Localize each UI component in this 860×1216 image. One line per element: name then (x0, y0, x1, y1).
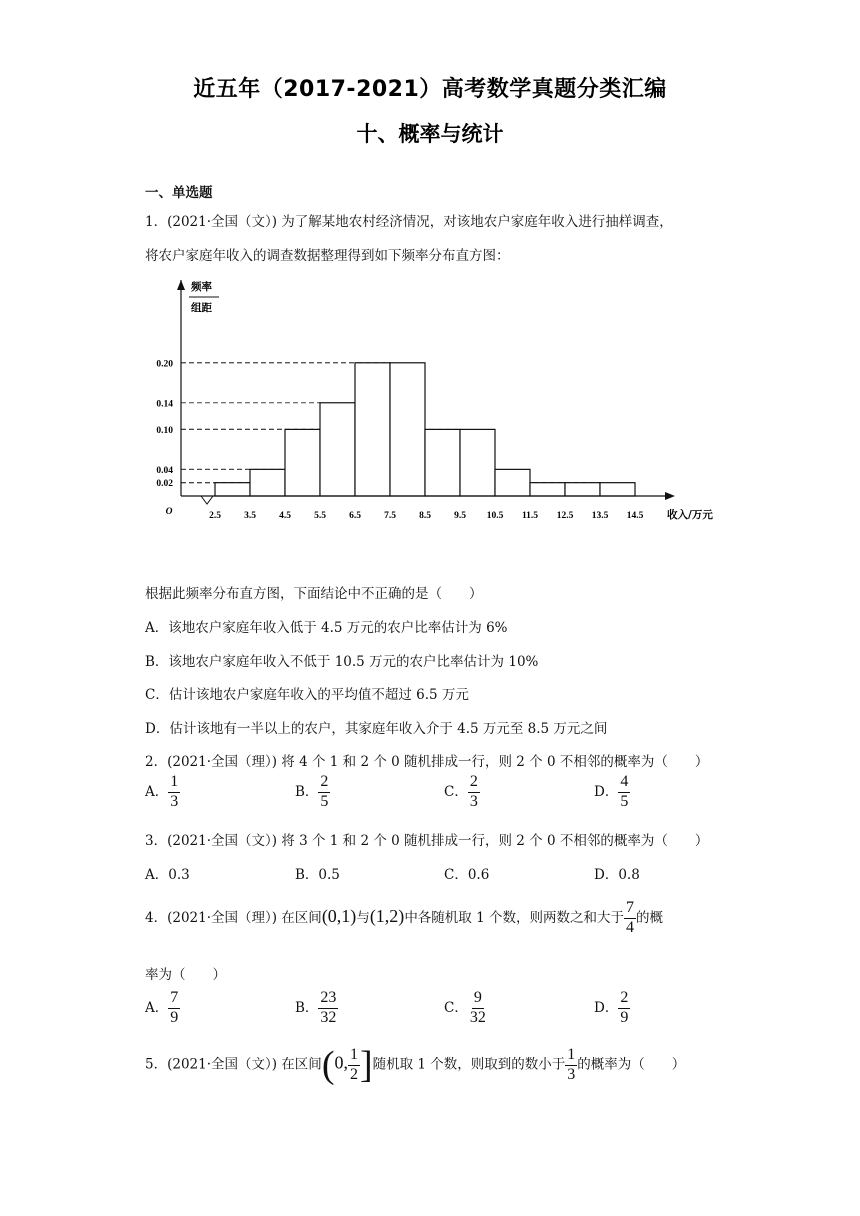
q2-option-d: D． $\frac{4}{5}$ (594, 773, 629, 810)
x-tick-label: 11.5 (521, 511, 539, 521)
x-axis-title: 收入/万元 (667, 509, 713, 521)
q1-stem-line2: 将农户家庭年收入的调查数据整理得到如下频率分布直方图： (145, 248, 510, 264)
q4-stem-line1: 4．(2021·全国（理）) 在区间(0,1)与(1,2)中各随机取 1 个数，则两数之和大于 $\frac{7}{4}$ 的概 (145, 899, 663, 936)
x-tick-label: 9.5 (454, 511, 466, 521)
y-axis-title-top: 频率 (191, 281, 212, 293)
origin-label: O (165, 507, 173, 517)
x-tick-label: 7.5 (384, 511, 396, 521)
y-tick-label: 0.04 (156, 465, 173, 476)
q3-option-a: A．0.3 (145, 867, 190, 883)
y-axis-title-bottom: 组距 (191, 302, 212, 314)
y-tick-label: 0.14 (156, 399, 173, 410)
q4-stem-line2: 率为（ ） (145, 967, 226, 983)
histogram-bar (495, 469, 530, 496)
q3-option-c: C．0.6 (444, 867, 490, 883)
fraction: $\frac{2}{9}$ (620, 989, 629, 1026)
histogram-bar (600, 483, 635, 496)
y-tick-label: 0.02 (156, 479, 173, 490)
fraction: $\frac{23}{32}$ (320, 989, 337, 1026)
fraction: $\frac{1}{3}$ (567, 1045, 576, 1083)
histogram-bar (285, 429, 320, 496)
histogram-bar (565, 483, 600, 496)
x-tick-label: 2.5 (209, 511, 221, 521)
histogram-bar (215, 483, 250, 496)
histogram-bar (460, 429, 495, 496)
y-tick-label: 0.10 (156, 425, 173, 436)
x-tick-label: 14.5 (626, 511, 644, 521)
fraction: $\frac{2}{5}$ (320, 773, 329, 810)
q1-option-b: B．该地农户家庭年收入不低于 10.5 万元的农户比率估计为 10% (145, 654, 539, 670)
q3-stem: 3．(2021·全国（文）) 将 3 个 1 和 2 个 0 随机排成一行，则 2 个 0 不相邻的概率为（ ） (145, 833, 709, 849)
q4-option-d: D． $\frac{2}{9}$ (594, 989, 629, 1026)
q2-stem: 2．(2021·全国（理）) 将 4 个 1 和 2 个 0 随机排成一行，则 2 个 0 不相邻的概率为（ ） (145, 754, 709, 770)
right-bracket: ] (359, 1044, 373, 1086)
histogram-bar (425, 429, 460, 496)
x-tick-label: 10.5 (486, 511, 504, 521)
histogram-bar (530, 483, 565, 496)
document-subtitle: 十、概率与统计 (356, 122, 504, 146)
x-tick-label: 13.5 (591, 511, 609, 521)
q1-question: 根据此频率分布直方图，下面结论中不正确的是（ ） (145, 586, 483, 602)
x-tick-label: 6.5 (349, 511, 361, 521)
q2-option-a: A． $\frac{1}{3}$ (145, 773, 179, 810)
q3-option-b: B．0.5 (295, 867, 340, 883)
histogram-bar (355, 363, 390, 496)
histogram-chart (145, 268, 725, 530)
q2-option-c: C． $\frac{2}{3}$ (444, 773, 478, 810)
document-title: 近五年（2017-2021）高考数学真题分类汇编 (193, 77, 667, 102)
fraction: $\frac{4}{5}$ (620, 773, 629, 810)
x-tick-label: 4.5 (279, 511, 291, 521)
fraction: $\frac{7}{4}$ (625, 899, 634, 936)
q1-option-d: D．估计该地有一半以上的农户，其家庭年收入介于 4.5 万元至 8.5 万元之间 (145, 721, 608, 737)
left-paren: ( (321, 1044, 335, 1086)
x-axis-arrow (665, 492, 675, 500)
axis-break-mark (201, 496, 215, 504)
x-tick-label: 12.5 (556, 511, 574, 521)
q4-option-a: A． $\frac{7}{9}$ (145, 989, 179, 1026)
y-axis-arrow (177, 280, 185, 290)
fraction: $\frac{1}{2}$ (349, 1045, 358, 1083)
q2-option-b: B． $\frac{2}{5}$ (295, 773, 329, 810)
q4-option-b: B． $\frac{23}{32}$ (295, 989, 337, 1026)
q5-stem: 5．(2021·全国（文）) 在区间(0, $\frac{1}{2}$ ]随机取 1 个数，则取到的数小于 $\frac{1}{3}$ 的概率为（ ） (145, 1044, 686, 1086)
histogram-bar (250, 469, 285, 496)
y-tick-label: 0.20 (156, 359, 173, 370)
section-heading: 一、单选题 (145, 185, 213, 201)
x-tick-label: 5.5 (314, 511, 326, 521)
q1-option-a: A．该地农户家庭年收入低于 4.5 万元的农户比率估计为 6% (145, 620, 508, 636)
x-tick-label: 3.5 (244, 511, 256, 521)
x-tick-label: 8.5 (419, 511, 431, 521)
fraction: $\frac{1}{3}$ (170, 773, 179, 810)
q4-option-c: C． $\frac{9}{32}$ (444, 989, 486, 1026)
histogram-layer (156, 280, 713, 521)
fraction: $\frac{7}{9}$ (170, 989, 179, 1026)
histogram-bar (320, 403, 355, 496)
fraction: $\frac{2}{3}$ (469, 773, 478, 810)
q1-option-c: C．估计该地农户家庭年收入的平均值不超过 6.5 万元 (145, 687, 469, 703)
q1-stem-line1: 1．(2021·全国（文）) 为了解某地农村经济情况，对该地农户家庭年收入进行抽样调查， (145, 214, 673, 230)
histogram-bar (390, 363, 425, 496)
q3-option-d: D．0.8 (594, 867, 640, 883)
fraction: $\frac{9}{32}$ (469, 989, 486, 1026)
